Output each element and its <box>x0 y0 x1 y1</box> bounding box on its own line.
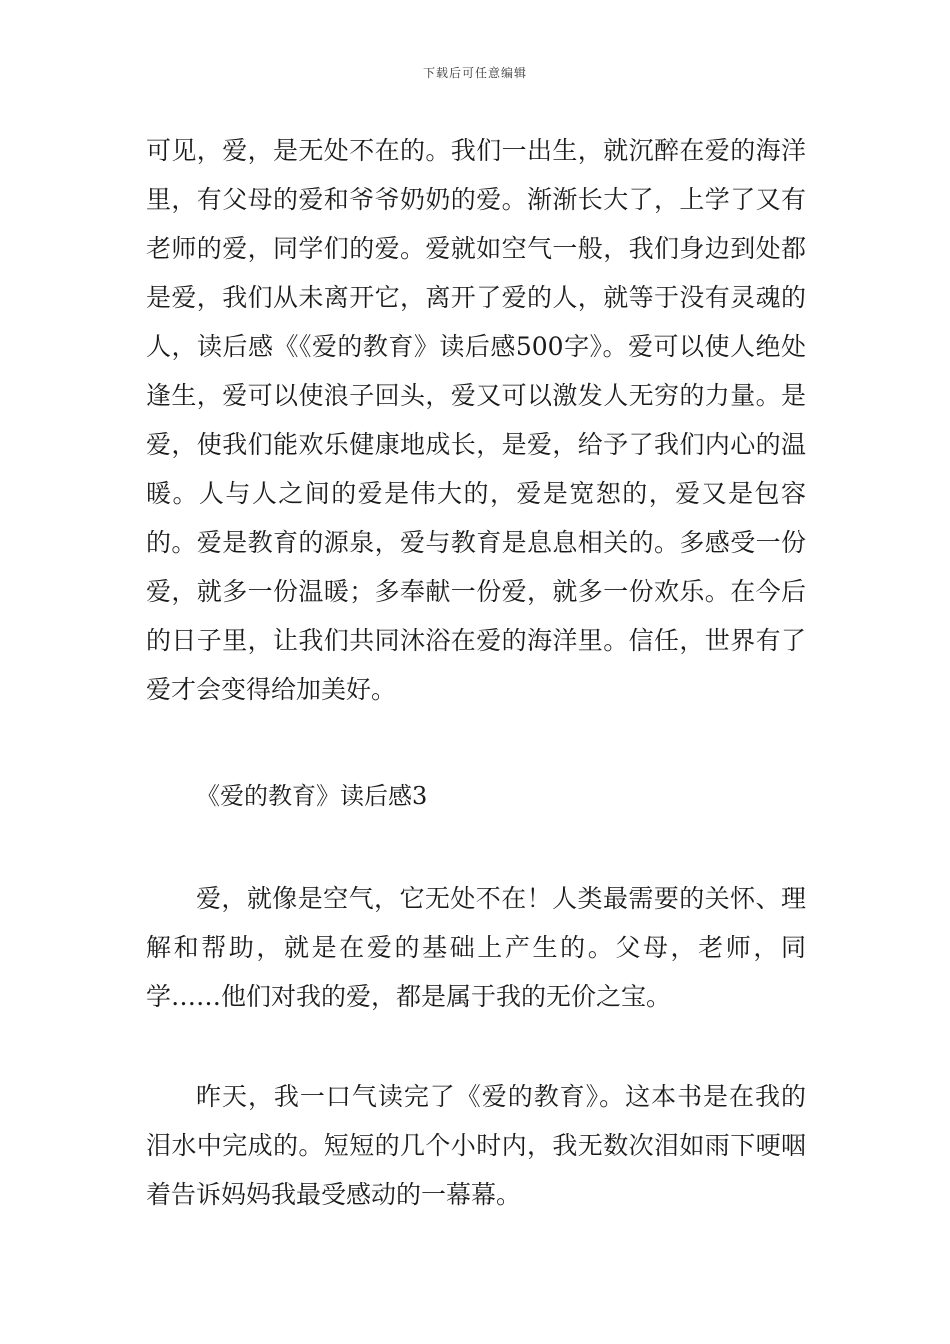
section-heading: 《爱的教育》读后感3 <box>196 782 428 810</box>
paragraph-love-like-air: 爱，就像是空气，它无处不在！人类最需要的关怀、理解和帮助，就是在爱的基础上产生的。父母，老师，同学……他们对我的爱，都是属于我的无价之宝。 <box>146 884 806 1011</box>
page-header: 下载后可任意编辑 <box>422 66 527 80</box>
paragraph-continuation: 可见，爱，是无处不在的。我们一出生，就沉醉在爱的海洋里，有父母的爱和爷爷奶奶的爱。渐渐长大了，上学了又有老师的爱，同学们的爱。爱就如空气一般，我们身边到处都是爱，我们从未离开它，离开了爱的人，就等于没有灵魂的人，读后感《《爱的教育》读后感500字》。爱可以使人绝处逢生，爱可以使浪子回头，爱又可以激发人无穷的力量。是爱，使我们能欢乐健康地成长，是爱，给予了我们内心的温暖。人与人之间的爱是伟大的，爱是宽恕的，爱又是包容的。爱是教育的源泉，爱与教育是息息相关的。多感受一份爱，就多一份温暖；多奉献一份爱，就多一份欢乐。在今后的日子里，让我们共同沐浴在爱的海洋里。信任，世界有了爱才会变得给加美好。 <box>146 136 806 704</box>
paragraph-yesterday-reading: 昨天，我一口气读完了《爱的教育》。这本书是在我的泪水中完成的。短短的几个小时内，我无数次泪如雨下哽咽着告诉妈妈我最受感动的一幕幕。 <box>146 1082 806 1209</box>
